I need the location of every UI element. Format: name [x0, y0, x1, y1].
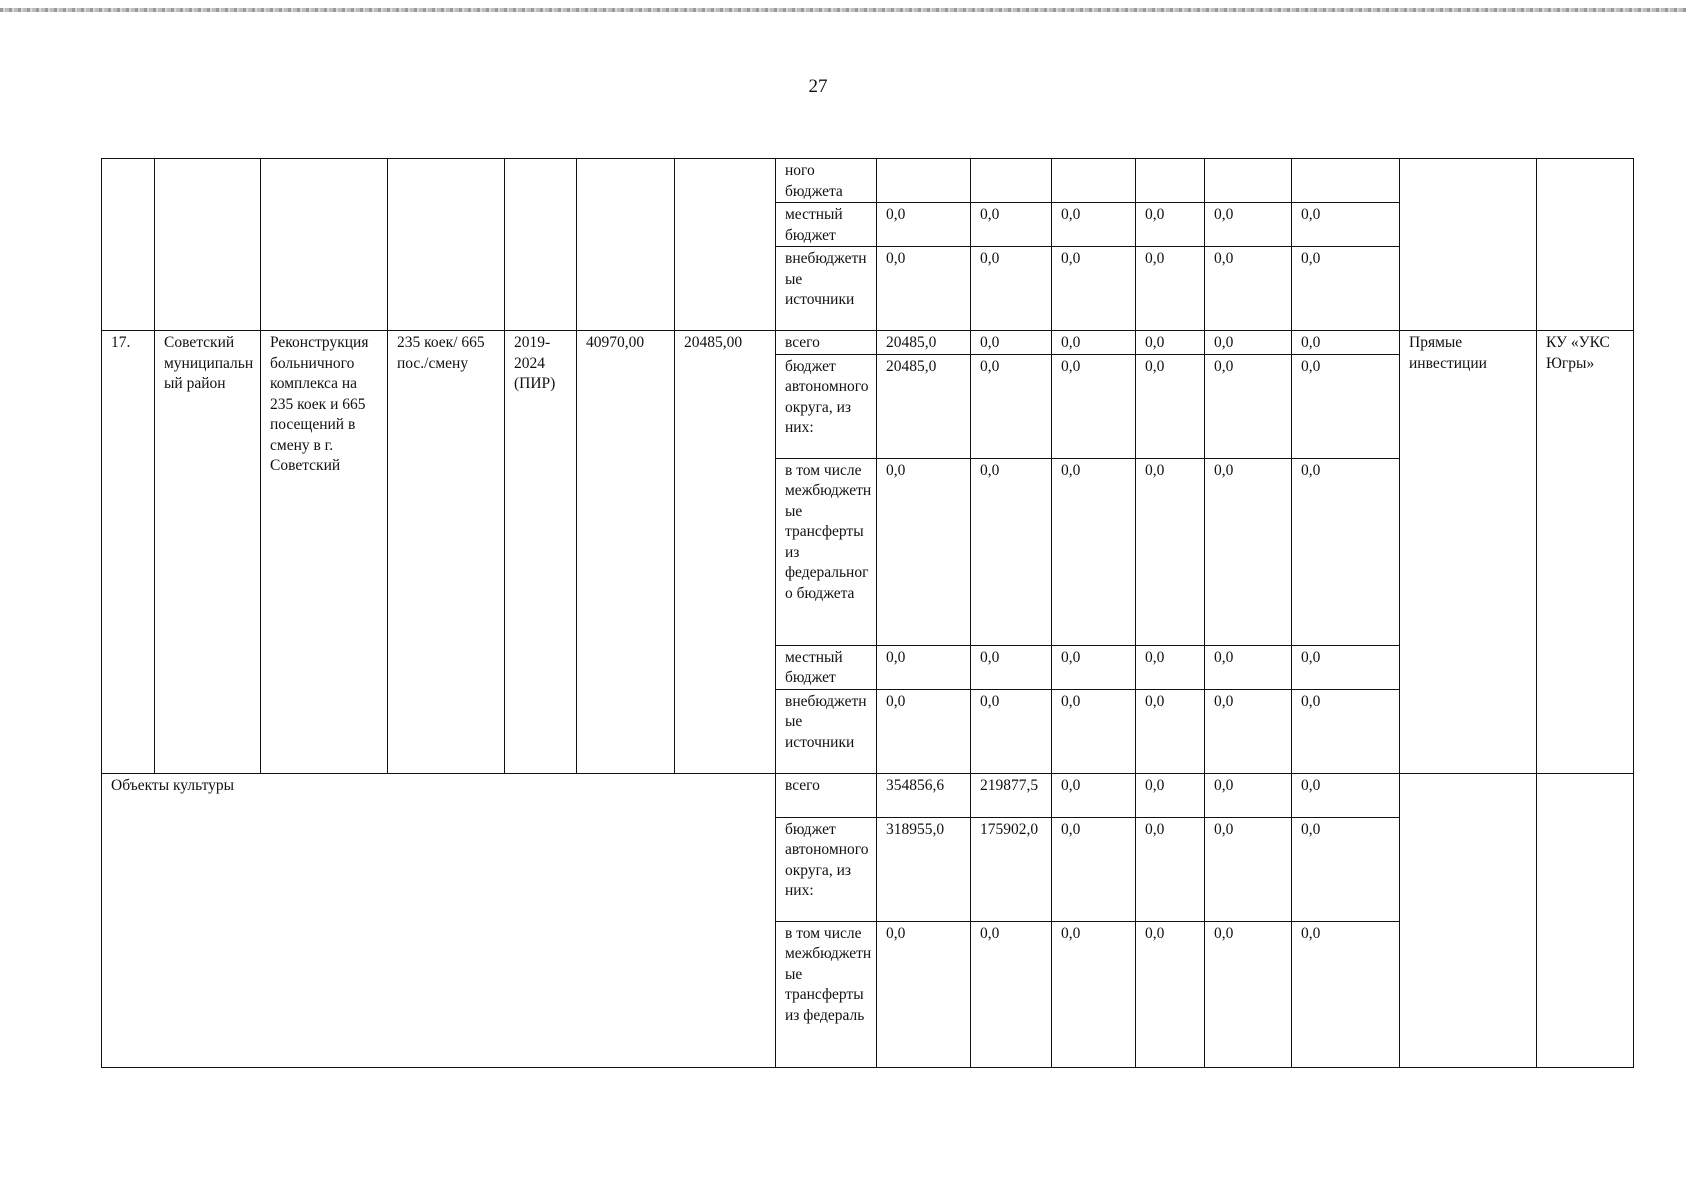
value-cell: 0,0 [971, 203, 1052, 247]
value-cell: 0,0 [1205, 354, 1292, 458]
value-cell: 0,0 [1292, 354, 1400, 458]
value-cell: 20485,0 [877, 331, 971, 355]
value-cell [877, 159, 971, 203]
value-cell: 354856,6 [877, 773, 971, 817]
capacity-cell [388, 159, 505, 331]
value-cell: 0,0 [1136, 247, 1205, 331]
project-period: 2019-2024 (ПИР) [505, 331, 577, 774]
culture-section-title: Объекты культуры [102, 773, 776, 1067]
project-investment-type: Прямые инвестиции [1400, 331, 1537, 774]
value-cell: 0,0 [971, 354, 1052, 458]
category-cell: всего [776, 773, 877, 817]
value-cell: 0,0 [1052, 458, 1136, 645]
value-cell: 0,0 [1205, 689, 1292, 773]
investment-table [101, 158, 1634, 1068]
culture-row [102, 773, 1634, 817]
value-cell: 0,0 [1292, 773, 1400, 817]
estimated-cost-cell [577, 159, 675, 331]
value-cell: 0,0 [971, 458, 1052, 645]
value-cell: 0,0 [1136, 354, 1205, 458]
value-cell: 20485,0 [877, 354, 971, 458]
value-cell: 0,0 [1136, 689, 1205, 773]
value-cell: 0,0 [1292, 817, 1400, 921]
value-cell: 0,0 [1292, 645, 1400, 689]
value-cell [1136, 159, 1205, 203]
value-cell: 219877,5 [971, 773, 1052, 817]
project-customer: КУ «УКС Югры» [1537, 331, 1634, 774]
customer-cell [1537, 159, 1634, 331]
value-cell: 0,0 [1052, 817, 1136, 921]
value-cell: 0,0 [1052, 203, 1136, 247]
category-cell: всего [776, 331, 877, 355]
value-cell: 0,0 [1136, 331, 1205, 355]
value-cell: 0,0 [1205, 921, 1292, 1067]
category-cell: внебюджетные источники [776, 247, 877, 331]
category-cell: внебюджетные источники [776, 689, 877, 773]
value-cell: 0,0 [877, 203, 971, 247]
value-cell: 0,0 [1205, 331, 1292, 355]
value-cell: 0,0 [1136, 817, 1205, 921]
value-cell: 0,0 [877, 921, 971, 1067]
value-cell: 0,0 [971, 331, 1052, 355]
culture-investment-type [1400, 773, 1537, 1067]
value-cell: 0,0 [971, 689, 1052, 773]
object-cell [261, 159, 388, 331]
category-cell: местный бюджет [776, 203, 877, 247]
value-cell: 0,0 [1052, 331, 1136, 355]
value-cell: 0,0 [1136, 645, 1205, 689]
value-cell: 0,0 [1292, 331, 1400, 355]
value-cell: 0,0 [1136, 458, 1205, 645]
value-cell: 0,0 [1205, 203, 1292, 247]
value-cell [1292, 159, 1400, 203]
value-cell [971, 159, 1052, 203]
value-cell: 0,0 [877, 645, 971, 689]
value-cell: 0,0 [1292, 458, 1400, 645]
municipality-cell [155, 159, 261, 331]
value-cell: 0,0 [877, 458, 971, 645]
value-cell: 0,0 [1136, 203, 1205, 247]
value-cell: 0,0 [1052, 773, 1136, 817]
category-cell: бюджет автономного округа, из них: [776, 817, 877, 921]
scan-edge [0, 8, 1686, 12]
culture-customer [1537, 773, 1634, 1067]
value-cell: 0,0 [1292, 689, 1400, 773]
value-cell: 0,0 [1052, 354, 1136, 458]
value-cell: 0,0 [971, 247, 1052, 331]
value-cell: 175902,0 [971, 817, 1052, 921]
value-cell: 0,0 [1205, 645, 1292, 689]
project-municipality: Советский муниципальный район [155, 331, 261, 774]
value-cell: 0,0 [1052, 921, 1136, 1067]
project-capacity: 235 коек/ 665 пос./смену [388, 331, 505, 774]
project-row [102, 331, 1634, 355]
remaining-cost-cell [675, 159, 776, 331]
value-cell: 0,0 [1292, 247, 1400, 331]
category-cell: местный бюджет [776, 645, 877, 689]
project-estimated-cost: 40970,00 [577, 331, 675, 774]
period-cell [505, 159, 577, 331]
value-cell: 0,0 [971, 921, 1052, 1067]
value-cell: 0,0 [877, 689, 971, 773]
project-number: 17. [102, 331, 155, 774]
value-cell: 0,0 [1205, 773, 1292, 817]
number-cell [102, 159, 155, 331]
value-cell [1052, 159, 1136, 203]
project-remaining-cost: 20485,00 [675, 331, 776, 774]
value-cell: 0,0 [971, 645, 1052, 689]
investment-type-cell [1400, 159, 1537, 331]
value-cell: 0,0 [1052, 645, 1136, 689]
value-cell: 0,0 [1136, 921, 1205, 1067]
value-cell: 0,0 [1292, 203, 1400, 247]
project-object: Реконструкция больничного комплекса на 235 коек и 665 посещений в смену в г. Советский [261, 331, 388, 774]
value-cell: 0,0 [877, 247, 971, 331]
value-cell: 0,0 [1136, 773, 1205, 817]
continuation-row [102, 159, 1634, 203]
value-cell [1205, 159, 1292, 203]
value-cell: 0,0 [1052, 689, 1136, 773]
page-number: 27 [808, 76, 828, 97]
value-cell: 0,0 [1292, 921, 1400, 1067]
value-cell: 318955,0 [877, 817, 971, 921]
value-cell: 0,0 [1205, 817, 1292, 921]
category-cell: в том числе межбюджетные трансферты из федерального бюджета [776, 458, 877, 645]
value-cell: 0,0 [1205, 458, 1292, 645]
value-cell: 0,0 [1052, 247, 1136, 331]
category-cell: ного бюджета [776, 159, 877, 203]
value-cell: 0,0 [1205, 247, 1292, 331]
category-cell: бюджет автономного округа, из них: [776, 354, 877, 458]
category-cell: в том числе межбюджетные трансферты из федераль [776, 921, 877, 1067]
